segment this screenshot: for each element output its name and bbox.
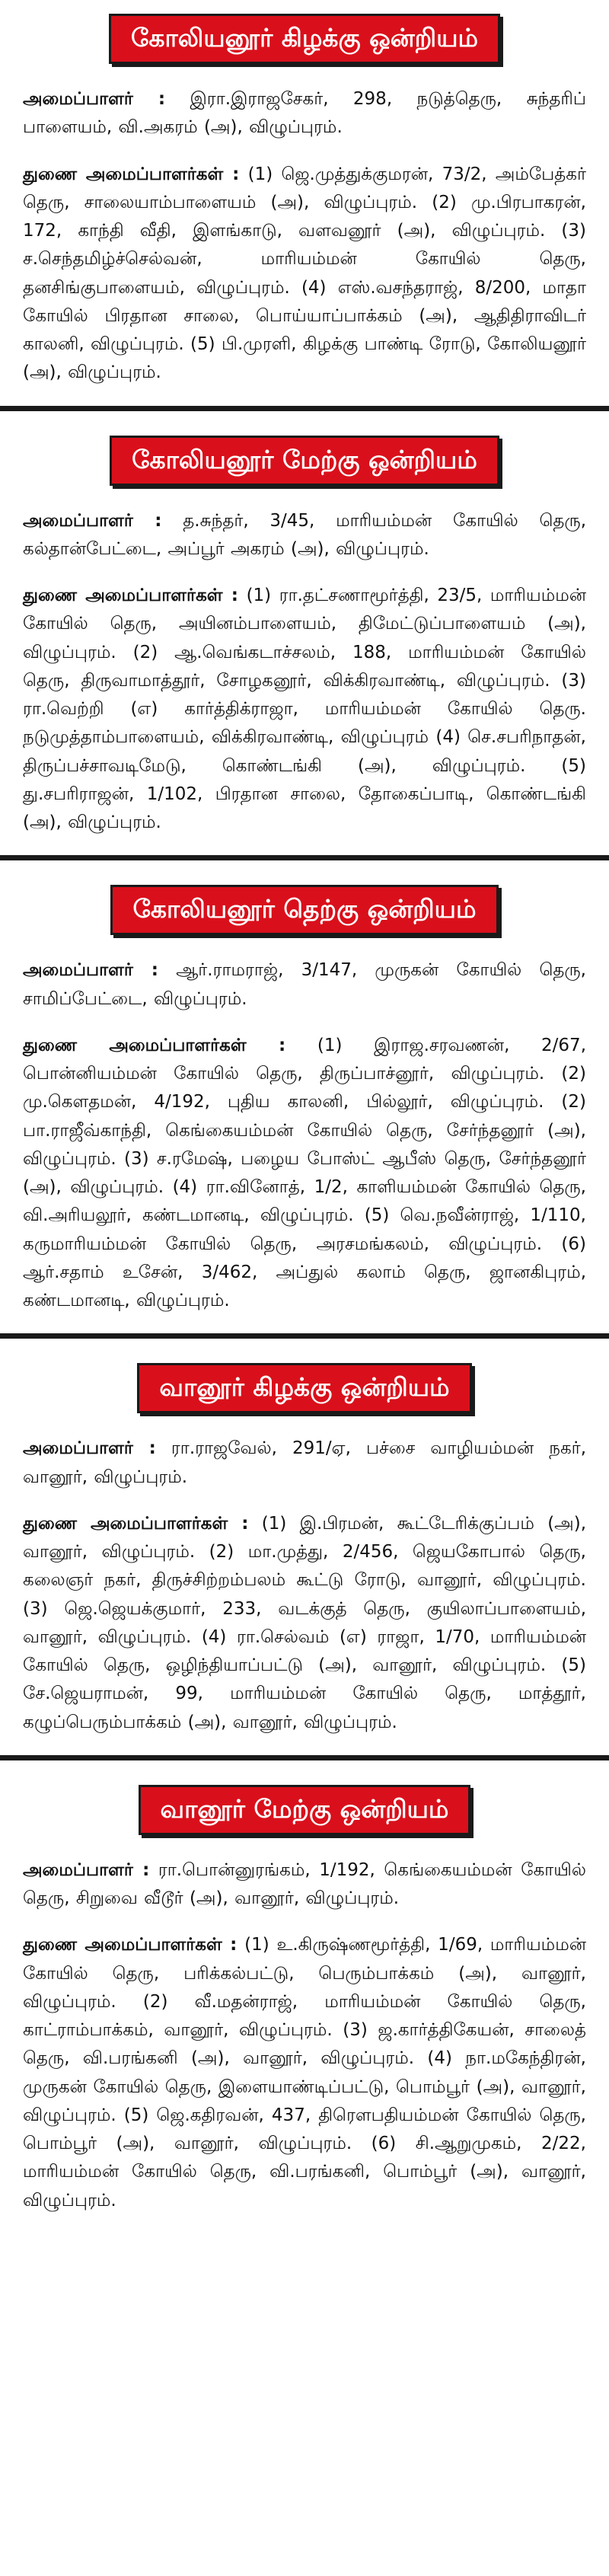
organizer-text: ரா.பொன்னுரங்கம், 1/192, கெங்கையம்மன் கோயில் தெரு, சிறுவை வீடூர் (அ), வானூர், விழுப்புரம். xyxy=(23,1859,586,1908)
deputy-label: துணை அமைப்பாளர்கள் : xyxy=(23,1935,238,1955)
organizer-paragraph xyxy=(23,85,586,142)
organizer-text: ரா.ராஜவேல், 291/ஏ, பச்சை வாழியம்மன் நகர், வானூர், விழுப்புரம். xyxy=(23,1438,586,1487)
organizer-label: அமைப்பாளர் : xyxy=(23,89,166,109)
organizer-text: த.சுந்தர், 3/45, மாரியம்மன் கோயில் தெரு, கல்தான்பேட்டை, அப்பூர் அகரம் (அ), விழுப்புரம். xyxy=(23,510,587,559)
organizer-label: அமைப்பாளர் : xyxy=(23,1438,156,1459)
section-koliyanur-west xyxy=(23,436,586,838)
section-title: கோலியனூர் தெற்கு ஒன்றியம் xyxy=(110,885,498,935)
deputy-paragraph xyxy=(23,1931,586,2215)
section-divider xyxy=(0,406,609,411)
section-vanur-east xyxy=(23,1363,586,1737)
organizer-paragraph xyxy=(23,1435,586,1492)
section-vanur-west xyxy=(23,1785,586,2215)
section-koliyanur-south xyxy=(23,885,586,1315)
organizer-text: ஆர்.ராமராஜ், 3/147, முருகன் கோயில் தெரு, சாமிப்பேட்டை, விழுப்புரம். xyxy=(23,960,586,1009)
organizer-label: அமைப்பாளர் : xyxy=(23,960,158,981)
deputy-label: துணை அமைப்பாளர்கள் : xyxy=(23,164,240,184)
organizer-paragraph xyxy=(23,1856,586,1914)
deputy-text: (1) ரா.தட்சணாமூர்த்தி, 23/5, மாரியம்மன் கோயில் தெரு, அயினம்பாளையம், திமேட்டுப்பாளையம் (அ), விழுப்புரம். (2) ஆ.வெங்கடாச்சலம், 188, மாரியம்மன் கோயில் தெரு, திருவாமாத்தூர், சோழகனூர், விக்கிரவாண்டி, விழுப்புரம். (3) ரா.வெற்றி (எ) கார்த்திக்ராஜா, மாரியம்மன் கோயில் தெரு. நடுமுத்தாம்பாளையம், விக்கிரவாண்டி, விழுப்புரம் (4) செ.சபரிநாதன், திருப்பச்சாவடிமேடு, கொண்டங்கி (அ), விழுப்புரம். (5) து.சபரிராஜன், 1/102, பிரதான சாலை, தோகைப்பாடி, கொண்டங்கி (அ), விழுப்புரம். xyxy=(23,586,587,832)
section-divider xyxy=(0,1755,609,1760)
organizer-paragraph xyxy=(23,507,586,564)
deputy-label: துணை அமைப்பாளர்கள் : xyxy=(23,586,238,605)
deputy-label: துணை அமைப்பாளர்கள் : xyxy=(23,1035,286,1055)
deputy-text: (1) இ.பிரமன், கூட்டேரிக்குப்பம் (அ), வானூர், விழுப்புரம். (2) மா.முத்து, 2/456, ஜெயகோபால் தெரு, கலைஞர் நகர், திருச்சிற்றம்பலம் கூட்டு ரோடு, வானூர், விழுப்புரம். (3) ஜெ.ஜெயக்குமார், 233, வடக்குத் தெரு, குயிலாப்பாளையம், வானூர், விழுப்புரம். (4) ரா.செல்வம் (எ) ராஜா, 1/70, மாரியம்மன் கோயில் தெரு, ஒழிந்தியாப்பட்டு (அ), வானூர், விழுப்புரம். (5) சே.ஜெயராமன், 99, மாரியம்மன் கோயில் தெரு, மாத்தூர், கழுப்பெரும்பாக்கம் (அ), வானூர், விழுப்புரம். xyxy=(23,1513,587,1732)
section-title: வானூர் மேற்கு ஒன்றியம் xyxy=(139,1785,471,1835)
deputy-paragraph xyxy=(23,1510,586,1737)
section-divider xyxy=(0,855,609,860)
section-title: கோலியனூர் கிழக்கு ஒன்றியம் xyxy=(109,14,500,64)
section-title: வானூர் கிழக்கு ஒன்றியம் xyxy=(137,1363,471,1413)
deputy-paragraph xyxy=(23,582,586,837)
organizer-paragraph xyxy=(23,956,586,1013)
deputy-text: (1) ஜெ.முத்துக்குமரன், 73/2, அம்பேத்கர் தெரு, சாலையாம்பாளையம் (அ), விழுப்புரம். (2) மு.பிரபாகரன், 172, காந்தி வீதி, இளங்காடு, வளவனூர் (அ), விழுப்புரம். (3) ச.செந்தமிழ்ச்செல்வன், மாரியம்மன் கோயில் தெரு, தனசிங்குபாளையம், விழுப்புரம். (4) எஸ்.வசந்தராஜ், 8/200, மாதா கோயில் பிரதான சாலை, பொய்யாப்பாக்கம் (அ), ஆதிதிராவிடர் காலனி, விழுப்புரம். (5) பி.முரளி, கிழக்கு பாண்டி ரோடு, கோலியனூர் (அ), விழுப்புரம். xyxy=(23,164,586,383)
section-divider xyxy=(0,1333,609,1339)
deputy-text: (1) உ.கிருஷ்ணமூர்த்தி, 1/69, மாரியம்மன் கோயில் தெரு, பரிக்கல்பட்டு, பெரும்பாக்கம் (அ), வானூர், விழுப்புரம். (2) வீ.மதன்ராஜ், மாரியம்மன் கோயில் தெரு, காட்ராம்பாக்கம், வானூர், விழுப்புரம். (3) ஜ.கார்த்திகேயன், சாலைத் தெரு, வி.பரங்கனி (அ), வானூர், விழுப்புரம். (4) நா.மகேந்திரன், முருகன் கோயில் தெரு, இளையாண்டிப்பட்டு, பொம்பூர் (அ), வானூர், விழுப்புரம். (5) ஜெ.கதிரவன், 437, திரௌபதியம்மன் கோயில் தெரு, பொம்பூர் (அ), வானூர், விழுப்புரம். (6) சி.ஆறுமுகம், 2/22, மாரியம்மன் கோயில் தெரு, வி.பரங்கனி, பொம்பூர் (அ), வானூர், விழுப்புரம். xyxy=(23,1935,587,2211)
deputy-paragraph xyxy=(23,1032,586,1316)
organizer-label: அமைப்பாளர் : xyxy=(23,510,162,531)
deputy-label: துணை அமைப்பாளர்கள் : xyxy=(23,1513,249,1534)
section-title: கோலியனூர் மேற்கு ஒன்றியம் xyxy=(110,436,499,486)
organizer-label: அமைப்பாளர் : xyxy=(23,1859,150,1880)
deputy-text: (1) இராஜ.சரவணன், 2/67, பொன்னியம்மன் கோயில் தெரு, திருப்பாச்னூர், விழுப்புரம். (2) மு.கௌதமன், 4/192, புதிய காலனி, பில்லூர், விழுப்புரம். (2) பா.ராஜீவ்காந்தி, கெங்கையம்மன் கோயில் தெரு, சேர்ந்தனூர் (அ), விழுப்புரம். (3) ச.ரமேஷ், பழைய போஸ்ட் ஆபீஸ் தெரு, சேர்ந்தனூர் (அ), விழுப்புரம். (4) ரா.வினோத், 1/2, காளியம்மன் கோயில் தெரு, வி.அரியலூர், கண்டமானடி, விழுப்புரம். (5) வெ.நவீன்ராஜ், 1/110, கருமாரியம்மன் கோயில் தெரு, அரசமங்கலம், விழுப்புரம். (6) ஆர்.சதாம் உசேன், 3/462, அப்துல் கலாம் தெரு, ஜானகிபுரம், கண்டமானடி, விழுப்புரம். xyxy=(23,1035,587,1310)
section-koliyanur-east xyxy=(23,14,586,388)
organizer-text: இரா.இராஜசேகர், 298, நடுத்தெரு, சுந்தரிப் பாளையம், வி.அகரம் (அ), விழுப்புரம். xyxy=(23,89,586,138)
deputy-paragraph xyxy=(23,161,586,388)
